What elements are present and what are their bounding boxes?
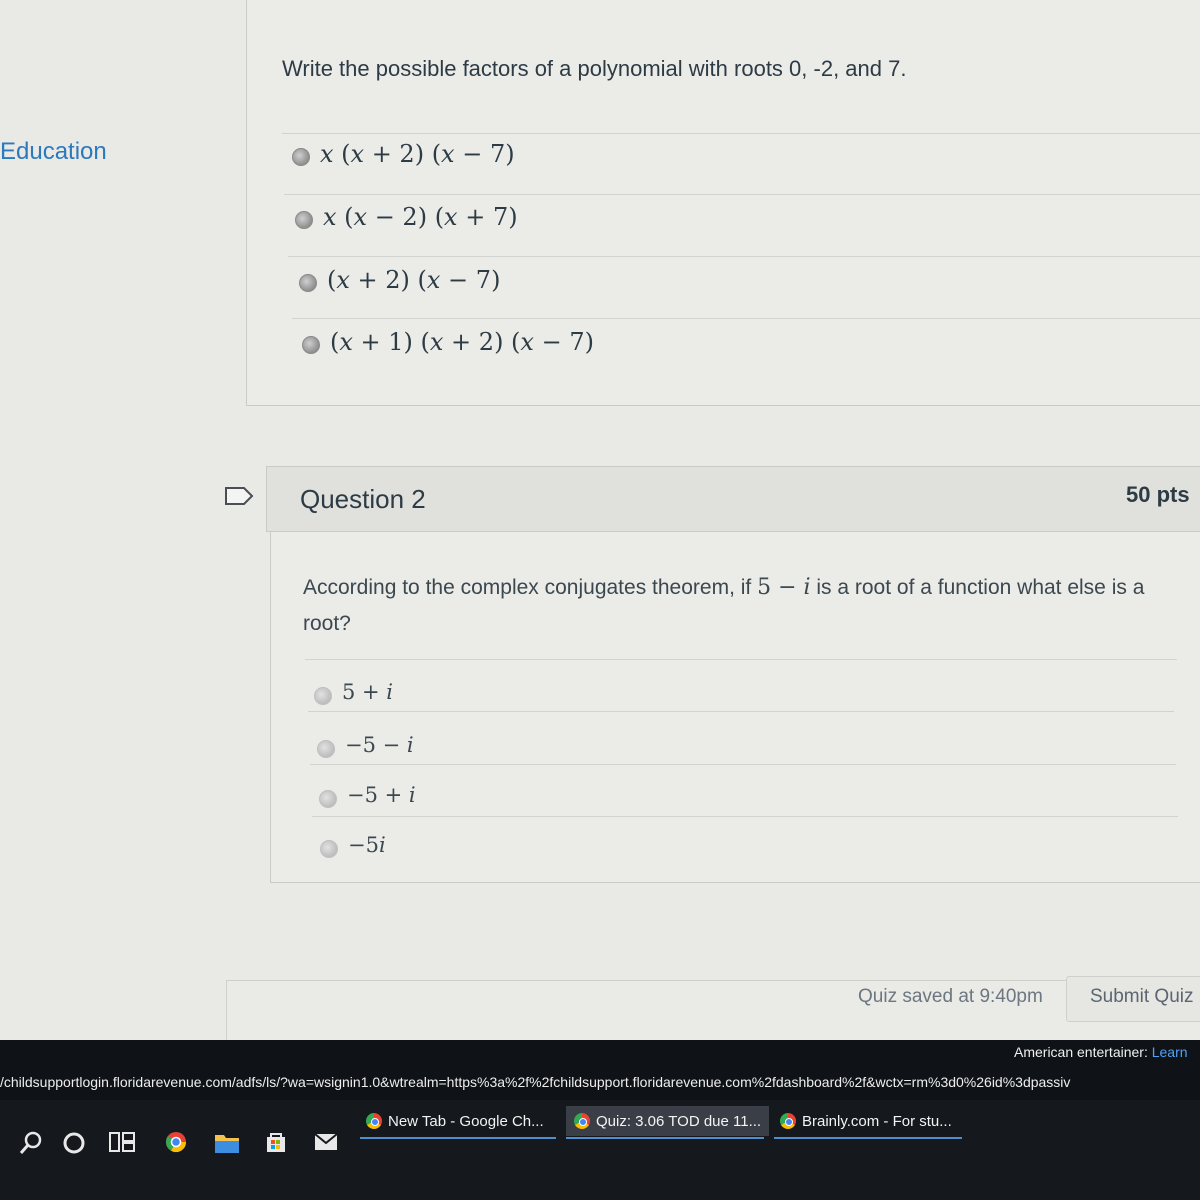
store-icon[interactable] (264, 1130, 288, 1154)
prompt-text: According to the complex conjugates theorem, if (303, 576, 758, 599)
radio-button[interactable] (299, 274, 317, 292)
divider (308, 711, 1174, 712)
divider (310, 764, 1176, 765)
answer-label: −5 − 𝑖 (345, 733, 414, 757)
prompt-math: 5 − 𝑖 (757, 575, 811, 600)
radio-button[interactable] (302, 336, 320, 354)
chrome-icon (780, 1113, 796, 1129)
divider (292, 318, 1200, 319)
tab-indicator (566, 1137, 764, 1139)
radio-button[interactable] (314, 687, 332, 705)
news-ticker[interactable] (1014, 1044, 1188, 1060)
task-view-icon[interactable] (108, 1130, 136, 1154)
answer-label: 𝑥 (𝑥 − 2) (𝑥 + 7) (323, 203, 518, 231)
divider (282, 133, 1200, 134)
radio-button[interactable] (295, 211, 313, 229)
radio-button[interactable] (292, 148, 310, 166)
taskbar-tab-brainly[interactable] (774, 1106, 958, 1136)
taskbar-tab-label: Brainly.com - For stu... (802, 1112, 952, 1130)
submit-quiz-label[interactable]: Submit Quiz (1090, 986, 1194, 1007)
file-explorer-icon[interactable] (214, 1132, 240, 1154)
mail-icon[interactable] (314, 1132, 338, 1152)
divider (284, 194, 1200, 195)
divider (288, 256, 1200, 257)
radio-button[interactable] (320, 840, 338, 858)
divider (312, 816, 1178, 817)
chrome-icon (574, 1113, 590, 1129)
answer-label: 𝑥 (𝑥 + 2) (𝑥 − 7) (320, 140, 515, 168)
search-icon[interactable] (18, 1130, 44, 1156)
taskbar-tab-label: New Tab - Google Ch... (388, 1112, 544, 1130)
flag-question-icon[interactable] (224, 486, 254, 506)
taskbar-tab-quiz[interactable] (566, 1106, 769, 1136)
sidebar-link-education[interactable]: Education (0, 138, 107, 165)
status-bar-url: /childsupportlogin.floridarevenue.com/adfs/ls/?wa=wsignin1.0&wtrealm=https%3a%2f%2fchildsupport.floridarevenue.com%2fdashboard%2f&wctx=rm%3d0%26id%3dpassiv (0, 1074, 1071, 1090)
chrome-icon (366, 1113, 382, 1129)
tab-indicator (360, 1137, 556, 1139)
answer-label: −5 + 𝑖 (347, 783, 416, 807)
answer-label: (𝑥 + 2) (𝑥 − 7) (327, 266, 501, 294)
chrome-icon[interactable] (164, 1130, 188, 1154)
prompt-text: is a root of a function what else is a root? (303, 576, 1145, 635)
ticker-learn-link[interactable]: Learn (1151, 1044, 1188, 1060)
taskbar-tab-new-tab[interactable] (360, 1106, 550, 1136)
divider (305, 659, 1177, 660)
quiz-saved-status: Quiz saved at 9:40pm (858, 986, 1043, 1007)
question-2-prompt (303, 570, 1183, 642)
radio-button[interactable] (319, 790, 337, 808)
answer-label: 5 + 𝑖 (342, 680, 394, 704)
radio-button[interactable] (317, 740, 335, 758)
question-1-prompt: Write the possible factors of a polynomial with roots 0, -2, and 7. (282, 56, 907, 81)
taskbar-tab-label: Quiz: 3.06 TOD due 11... (596, 1112, 762, 1130)
answer-label: −5𝑖 (348, 833, 386, 857)
ticker-text: American entertainer: (1014, 1044, 1152, 1060)
question-2-points: 50 pts (1126, 482, 1190, 507)
question-2-title: Question 2 (300, 484, 426, 514)
cortana-icon[interactable] (62, 1131, 86, 1155)
answer-label: (𝑥 + 1) (𝑥 + 2) (𝑥 − 7) (330, 328, 594, 356)
tab-indicator (774, 1137, 962, 1139)
